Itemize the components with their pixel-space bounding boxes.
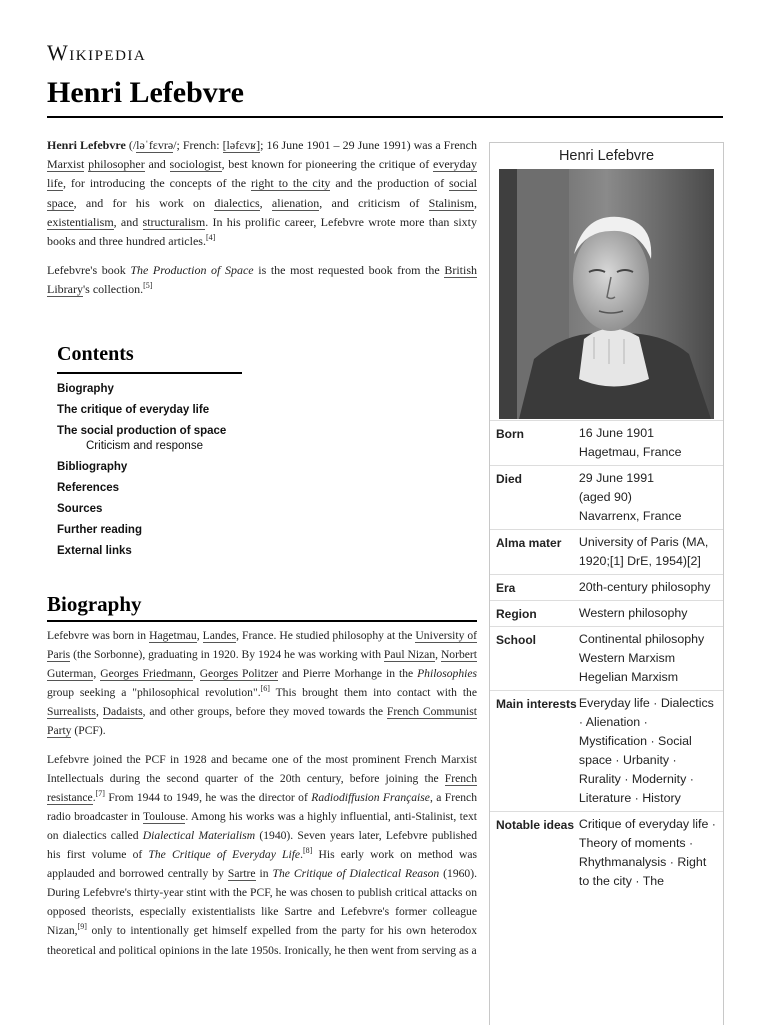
- citation-9[interactable]: [9]: [77, 922, 87, 932]
- book-title: The Critique of Everyday Life: [148, 848, 301, 862]
- toc-item-bibliography[interactable]: Bibliography: [57, 461, 128, 473]
- group-name: Philosophies: [417, 667, 477, 681]
- infobox-value[interactable]: [579, 694, 717, 808]
- link-paul-nizan[interactable]: Paul Nizan: [383, 648, 436, 662]
- birth-place[interactable]: Hagetmau, France: [578, 445, 682, 459]
- link-stalinism[interactable]: Stalinism: [428, 195, 475, 210]
- school-value[interactable]: Hegelian Marxism: [578, 670, 679, 684]
- birth-date: 16 June 1901: [578, 426, 654, 440]
- biography-section: [47, 626, 477, 969]
- text: , and for his work on: [73, 195, 215, 210]
- infobox-label: School: [496, 633, 537, 647]
- text: ,: [95, 705, 103, 719]
- text: Lefebvre was born in: [47, 629, 150, 642]
- text: This brought them into contact with the: [269, 686, 477, 700]
- infobox-row-era: [490, 574, 723, 600]
- link-alienation[interactable]: alienation: [271, 195, 320, 210]
- alma-mater-value[interactable]: University of Paris (MA, 1920;[1] DrE, 1954)[2]: [578, 535, 709, 568]
- link-french-communist-party[interactable]: French Communist Party: [47, 705, 477, 738]
- link-philosopher[interactable]: philosopher: [88, 157, 145, 172]
- citation-5[interactable]: [5]: [143, 281, 153, 291]
- citation-7[interactable]: [7]: [95, 788, 105, 798]
- text: 's collection.: [82, 282, 144, 297]
- region-value[interactable]: Western philosophy: [578, 606, 688, 620]
- text: Lefebvre joined the PCF in 1928 and became one of the most prominent French Marxist Intellectuals during the second quarter of the 20th century, before joining the: [47, 752, 477, 785]
- lead-paragraph-1: [47, 136, 477, 251]
- text: .: [92, 790, 96, 804]
- infobox-value[interactable]: [579, 630, 717, 687]
- biography-paragraph-2: [47, 750, 477, 960]
- infobox-label: Born: [496, 427, 524, 441]
- text: ,: [435, 648, 441, 662]
- infobox-label: Notable ideas: [496, 818, 575, 832]
- text: , and other groups, before they moved towards the: [142, 705, 387, 719]
- link-surrealists[interactable]: Surrealists: [47, 705, 96, 719]
- infobox-value[interactable]: [579, 533, 717, 571]
- toc-item-further-reading[interactable]: Further reading: [57, 524, 142, 536]
- link-georges-politzer[interactable]: Georges Politzer: [199, 667, 279, 681]
- toc-item-references[interactable]: References: [57, 482, 120, 494]
- lead-section: [47, 136, 477, 310]
- text: Lefebvre's book: [47, 263, 131, 278]
- infobox-rows: [490, 420, 723, 894]
- biography-paragraph-1: [47, 626, 477, 741]
- book-title: Dialectical Materialism: [142, 828, 256, 842]
- citation-8[interactable]: [8]: [302, 846, 313, 856]
- link-toulouse[interactable]: Toulouse: [143, 809, 186, 823]
- infobox-value: [579, 424, 717, 462]
- infobox-label: Main interests: [496, 697, 577, 711]
- citation-4[interactable]: [4]: [205, 233, 216, 243]
- toc-title: Contents: [57, 343, 242, 374]
- infobox-row-died: [490, 465, 723, 529]
- link-dadaists[interactable]: Dadaists: [102, 705, 143, 719]
- text: and Pierre Morhange in the: [278, 667, 418, 681]
- infobox-value: [579, 469, 717, 526]
- school-value[interactable]: Continental philosophy: [578, 632, 705, 646]
- infobox-row-school: [490, 626, 723, 690]
- text: , best known for pioneering the critique of: [221, 157, 434, 172]
- text: (/: [125, 138, 137, 152]
- death-date: 29 June 1991: [578, 471, 654, 485]
- book-title: The Critique of Dialectical Reason: [272, 867, 440, 881]
- text: /; French:: [173, 138, 223, 152]
- text: ,: [192, 667, 200, 681]
- section-heading-biography: Biography: [47, 592, 142, 616]
- text: ,: [259, 195, 272, 210]
- text: ,: [196, 629, 203, 642]
- wikipedia-wordmark[interactable]: Wikipedia: [47, 40, 147, 65]
- school-value[interactable]: Western Marxism: [578, 651, 676, 665]
- infobox-row-born: [490, 420, 723, 465]
- text: group seeking a "philosophical revolution".: [47, 686, 261, 700]
- text: ,: [474, 195, 478, 210]
- link-everyday-life[interactable]: everyday life: [47, 157, 477, 191]
- text: His early work on method was applauded and borrowed centrally by: [47, 848, 477, 881]
- interests-value[interactable]: Everyday life · Dialectics · Alienation · Mystification · Social space · Urbanity · Rurality · Modernity · Literature · History: [578, 696, 714, 805]
- title-divider: [47, 116, 723, 118]
- subject-name: Henri Lefebvre: [47, 138, 126, 152]
- infobox-value[interactable]: [579, 604, 717, 623]
- link-norbert-guterman[interactable]: Norbert Guterman: [47, 648, 477, 681]
- text: , and: [113, 214, 143, 229]
- infobox-row-alma-mater: [490, 529, 723, 574]
- link-sociologist[interactable]: sociologist: [169, 157, 222, 172]
- text: From 1944 to 1949, he was the director of: [104, 790, 312, 804]
- link-right-to-the-city[interactable]: right to the city: [251, 176, 331, 191]
- text: ,: [93, 667, 101, 681]
- infobox-row-main-interests: [490, 690, 723, 811]
- infobox: [489, 142, 724, 1025]
- text: (1940). Seven years later, Lefebvre published his first volume of: [47, 828, 478, 862]
- infobox-value[interactable]: [579, 815, 717, 891]
- text: and the production of: [330, 176, 449, 191]
- text: only to intentionally get himself expelled from the party for his own heterodox theoretical and political opinions in the late 1950s. Ironically, he then went from serving as a: [47, 924, 477, 957]
- link-georges-friedmann[interactable]: Georges Friedmann: [100, 667, 193, 681]
- infobox-label: Died: [496, 472, 523, 486]
- portrait-photo[interactable]: [499, 169, 714, 419]
- infobox-label: Alma mater: [496, 536, 562, 550]
- toc-subitem-criticism[interactable]: Criticism and response: [86, 440, 203, 452]
- infobox-row-region: [490, 600, 723, 626]
- ipa-french-link[interactable]: [ləfɛvʁ]: [222, 138, 261, 152]
- link-structuralism[interactable]: structuralism: [142, 214, 206, 229]
- infobox-row-notable-ideas: [490, 811, 723, 894]
- toc-item-external-links[interactable]: External links: [57, 545, 132, 557]
- text: ; 16 June 1901 – 29 June 1991) was a French: [260, 138, 477, 152]
- broadcaster-name: Radiodiffusion Française: [311, 790, 430, 804]
- death-place[interactable]: Navarrenx, France: [578, 509, 682, 523]
- page-title: Henri Lefebvre: [47, 76, 244, 109]
- link-existentialism[interactable]: existentialism: [47, 214, 114, 229]
- infobox-label: Era: [496, 581, 516, 595]
- age-at-death: (aged 90): [578, 490, 632, 504]
- text: , for introducing the concepts of the: [63, 176, 252, 191]
- text: , France. He studied philosophy at the: [236, 629, 416, 642]
- link-marxist[interactable]: Marxist: [47, 157, 85, 172]
- toc-item-sources[interactable]: Sources: [57, 503, 103, 515]
- infobox-title: Henri Lefebvre: [558, 148, 655, 164]
- toc-item-social-production[interactable]: [57, 424, 247, 453]
- lead-paragraph-2: [47, 261, 477, 299]
- link-french-resistance[interactable]: French resistance: [47, 771, 477, 804]
- infobox-value[interactable]: [579, 578, 717, 597]
- link-dialectics[interactable]: dialectics: [214, 195, 260, 210]
- era-value[interactable]: 20th-century philosophy: [578, 580, 711, 594]
- table-of-contents: [57, 343, 247, 565]
- text: (the Sorbonne), graduating in 1920. By 1924 he was working with: [70, 648, 384, 662]
- infobox-label: Region: [496, 607, 537, 621]
- link-landes[interactable]: Landes: [202, 629, 237, 642]
- text: (PCF).: [71, 724, 106, 738]
- toc-item-critique[interactable]: The critique of everyday life: [57, 404, 210, 416]
- text: . In his prolific career, Lefebvre wrote more than sixty books and three hundred articles.: [47, 214, 478, 249]
- citation-6[interactable]: [6]: [260, 684, 270, 694]
- ipa-english-link[interactable]: ləˈfɛvrə: [136, 138, 174, 152]
- toc-item-biography[interactable]: Biography: [57, 383, 114, 395]
- book-title: The Production of Space: [130, 263, 254, 278]
- ideas-value[interactable]: Critique of everyday life · Theory of moments · Rhythmanalysis · Right to the city · The: [578, 817, 716, 888]
- section-divider: [47, 620, 477, 622]
- text: , and criticism of: [319, 195, 429, 210]
- link-social-space[interactable]: social space: [47, 176, 477, 210]
- text: in: [255, 867, 273, 881]
- text: , a French radio broadcaster in: [47, 790, 477, 823]
- toc-item-label[interactable]: The social production of space: [57, 425, 227, 437]
- link-university-of-paris[interactable]: University of Paris: [47, 629, 478, 662]
- text: is the most requested book from the: [253, 263, 445, 278]
- text: and: [144, 157, 170, 172]
- link-british-library[interactable]: British Library: [47, 263, 478, 297]
- text: .: [300, 848, 303, 862]
- link-sartre[interactable]: Sartre: [227, 867, 256, 881]
- text: (1960). During Lefebvre's thirty-year stint with the PCF, he was chosen to publish critical attacks on opposed theorists, especially existentialists like Sartre and Lefebvre's former colleague Nizan,: [47, 867, 477, 938]
- text: . Among his works was a highly influential, anti-Stalinist, text on dialectics called: [47, 809, 477, 842]
- link-hagetmau[interactable]: Hagetmau: [149, 629, 197, 642]
